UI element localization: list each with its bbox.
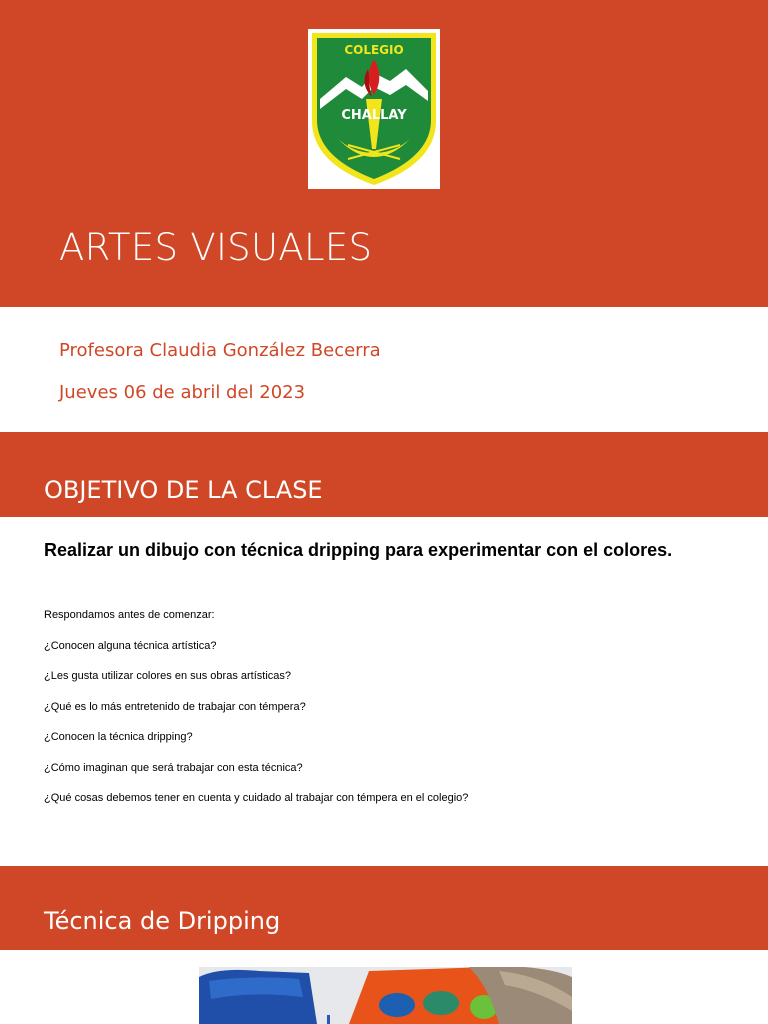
dripping-photo xyxy=(199,967,572,1024)
objective-header-band xyxy=(0,432,768,517)
question-item: ¿Qué cosas debemos tener en cuenta y cuidado al trabajar con témpera en el colegio? xyxy=(44,792,469,804)
question-item: ¿Les gusta utilizar colores en sus obras artísticas? xyxy=(44,670,292,682)
logo-text-colegio: COLEGIO xyxy=(344,43,404,57)
technique-header: Técnica de Dripping xyxy=(44,907,281,935)
question-item: ¿Cómo imaginan que será trabajar con esta técnica? xyxy=(44,762,303,774)
logo-text-challay: CHALLAY xyxy=(341,108,407,123)
title-slide-band xyxy=(0,0,768,307)
presentation-title: ARTES VISUALES xyxy=(59,226,373,269)
school-logo xyxy=(308,29,440,189)
questions-intro: Respondamos antes de comenzar: xyxy=(44,609,215,621)
teacher-name: Profesora Claudia González Becerra xyxy=(59,340,381,361)
objective-text: Realizar un dibujo con técnica dripping para experimentar con el colores. xyxy=(44,540,673,560)
question-item: ¿Qué es lo más entretenido de trabajar con témpera? xyxy=(44,701,306,713)
class-date: Jueves 06 de abril del 2023 xyxy=(59,382,306,403)
question-item: ¿Conocen alguna técnica artística? xyxy=(44,640,217,652)
question-item: ¿Conocen la técnica dripping? xyxy=(44,731,193,743)
objective-header: OBJETIVO DE LA CLASE xyxy=(44,476,323,504)
